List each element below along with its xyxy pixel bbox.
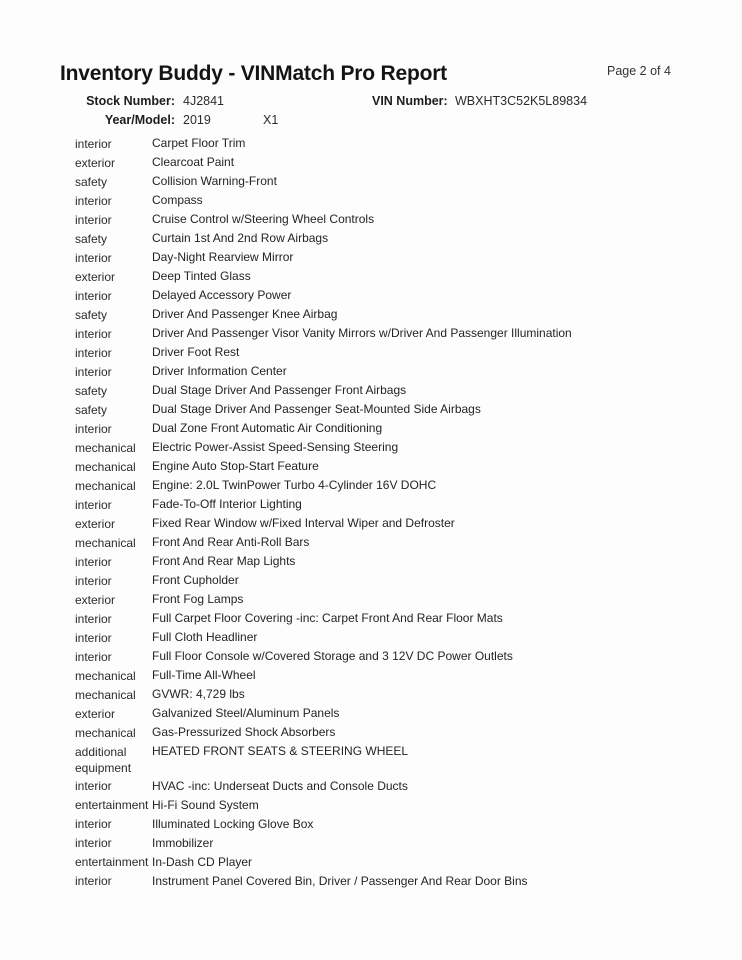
table-row [75,210,725,229]
feature-name: Clearcoat Paint [152,155,235,169]
table-row [75,419,725,438]
feature-name: Day-Night Rearview Mirror [152,250,294,264]
feature-name: Fade-To-Off Interior Lighting [152,497,302,511]
feature-list [75,134,725,891]
feature-category: exterior [75,516,116,531]
feature-category: additional equipment [75,744,132,775]
table-row [75,229,725,248]
stock-number-label: Stock Number: [86,94,175,108]
feature-name: Instrument Panel Covered Bin, Driver / Passenger And Rear Door Bins [152,873,528,888]
feature-category: interior [75,649,112,664]
table-row [75,609,725,628]
table-row [75,134,725,153]
table-row [75,666,725,685]
feature-category: entertainment [75,798,149,812]
feature-name: Deep Tinted Glass [152,269,251,283]
table-row [75,723,725,742]
feature-name: Front Fog Lamps [152,592,244,606]
table-row [75,476,725,495]
feature-name: Dual Stage Driver And Passenger Seat-Mounted Side Airbags [152,402,481,416]
feature-category: mechanical [75,478,136,493]
table-row [75,267,725,286]
table-row [75,343,725,362]
feature-category: interior [75,817,112,831]
feature-category: interior [75,193,112,208]
feature-category: interior [75,364,112,379]
year-model-label: Year/Model: [104,113,175,127]
table-row [75,172,725,191]
feature-name: Cruise Control w/Steering Wheel Controls [152,212,375,226]
feature-category: interior [75,421,112,436]
feature-category: interior [75,611,112,626]
table-row [75,305,725,324]
feature-category: mechanical [75,440,136,455]
table-row [75,704,725,723]
stock-number-value: 4J2841 [183,94,225,108]
feature-category: interior [75,836,112,850]
table-row [75,324,725,343]
feature-category: safety [75,307,108,322]
feature-name: Front Cupholder [152,573,239,587]
feature-name: Front And Rear Anti-Roll Bars [152,535,310,549]
feature-category: exterior [75,706,116,721]
feature-name: HVAC -inc: Underseat Ducts and Console Ducts [152,778,408,793]
feature-category: mechanical [75,687,136,702]
feature-category: interior [75,136,112,151]
year-value: 2019 [183,113,211,127]
table-row [75,457,725,476]
page-number: Page 2 of 4 [607,64,671,78]
table-row [75,552,725,571]
feature-category: safety [75,231,108,246]
feature-category: interior [75,630,112,645]
table-row [75,153,725,172]
feature-category: mechanical [75,725,136,740]
table-row [75,796,725,815]
page-title: Inventory Buddy - VINMatch Pro Report [60,62,447,85]
feature-name: Compass [152,193,203,207]
feature-category: interior [75,779,112,793]
feature-category: interior [75,212,112,227]
feature-category: interior [75,288,112,303]
feature-name: Curtain 1st And 2nd Row Airbags [152,231,329,245]
table-row [75,853,725,872]
feature-name: Full Floor Console w/Covered Storage and 3 12V DC Power Outlets [152,649,513,663]
table-row [75,362,725,381]
feature-name: Fixed Rear Window w/Fixed Interval Wiper and Defroster [152,516,455,530]
feature-category: safety [75,174,108,189]
feature-name: Galvanized Steel/Aluminum Panels [152,706,340,720]
feature-category: interior [75,250,112,265]
feature-category: safety [75,402,108,417]
feature-name: Driver Information Center [152,364,287,378]
feature-name: Engine Auto Stop-Start Feature [152,459,319,473]
feature-category: exterior [75,269,116,284]
feature-category: interior [75,554,112,569]
table-row [75,815,725,834]
feature-category: interior [75,326,112,341]
model-value: X1 [263,113,279,127]
feature-name: Full Carpet Floor Covering -inc: Carpet Front And Rear Floor Mats [152,611,503,625]
feature-name: Engine: 2.0L TwinPower Turbo 4-Cylinder 16V DOHC [152,478,437,492]
feature-name: Collision Warning-Front [152,174,277,188]
feature-name: Illuminated Locking Glove Box [152,816,314,831]
table-row [75,742,725,777]
feature-category: mechanical [75,668,136,683]
table-row [75,191,725,210]
feature-category: interior [75,345,112,360]
table-row [75,872,725,891]
feature-name: Carpet Floor Trim [152,136,246,150]
table-row [75,590,725,609]
feature-name: Immobilizer [152,835,214,850]
feature-category: interior [75,573,112,588]
feature-name: GVWR: 4,729 lbs [152,687,245,701]
feature-category: safety [75,383,108,398]
feature-name: Driver And Passenger Visor Vanity Mirrors w/Driver And Passenger Illumination [152,326,572,340]
feature-category: exterior [75,155,116,170]
table-row [75,514,725,533]
feature-name: Front And Rear Map Lights [152,554,296,568]
feature-name: In-Dash CD Player [152,854,253,869]
feature-category: entertainment [75,855,149,869]
feature-name: Dual Zone Front Automatic Air Conditioning [152,421,383,435]
table-row [75,834,725,853]
table-row [75,381,725,400]
feature-name: Full-Time All-Wheel [152,668,256,682]
table-row [75,628,725,647]
feature-name: Driver And Passenger Knee Airbag [152,307,338,321]
table-row [75,777,725,796]
feature-category: mechanical [75,459,136,474]
feature-category: exterior [75,592,116,607]
feature-name: Hi-Fi Sound System [152,797,259,812]
feature-name: Driver Foot Rest [152,345,240,359]
vin-number-label: VIN Number: [372,94,448,108]
feature-name: Gas-Pressurized Shock Absorbers [152,725,336,739]
vin-number-value: WBXHT3C52K5L89834 [455,94,588,108]
feature-category: mechanical [75,535,136,550]
feature-name: Full Cloth Headliner [152,630,258,644]
table-row [75,248,725,267]
table-row [75,400,725,419]
table-row [75,438,725,457]
feature-category: interior [75,497,112,512]
feature-name: HEATED FRONT SEATS & STEERING WHEEL [152,744,409,758]
table-row [75,286,725,305]
table-row [75,685,725,704]
table-row [75,495,725,514]
feature-name: Dual Stage Driver And Passenger Front Airbags [152,383,407,397]
feature-name: Delayed Accessory Power [152,288,292,302]
feature-name: Electric Power-Assist Speed-Sensing Steering [152,440,399,454]
feature-category: interior [75,874,112,888]
table-row [75,571,725,590]
table-row [75,647,725,666]
table-row [75,533,725,552]
